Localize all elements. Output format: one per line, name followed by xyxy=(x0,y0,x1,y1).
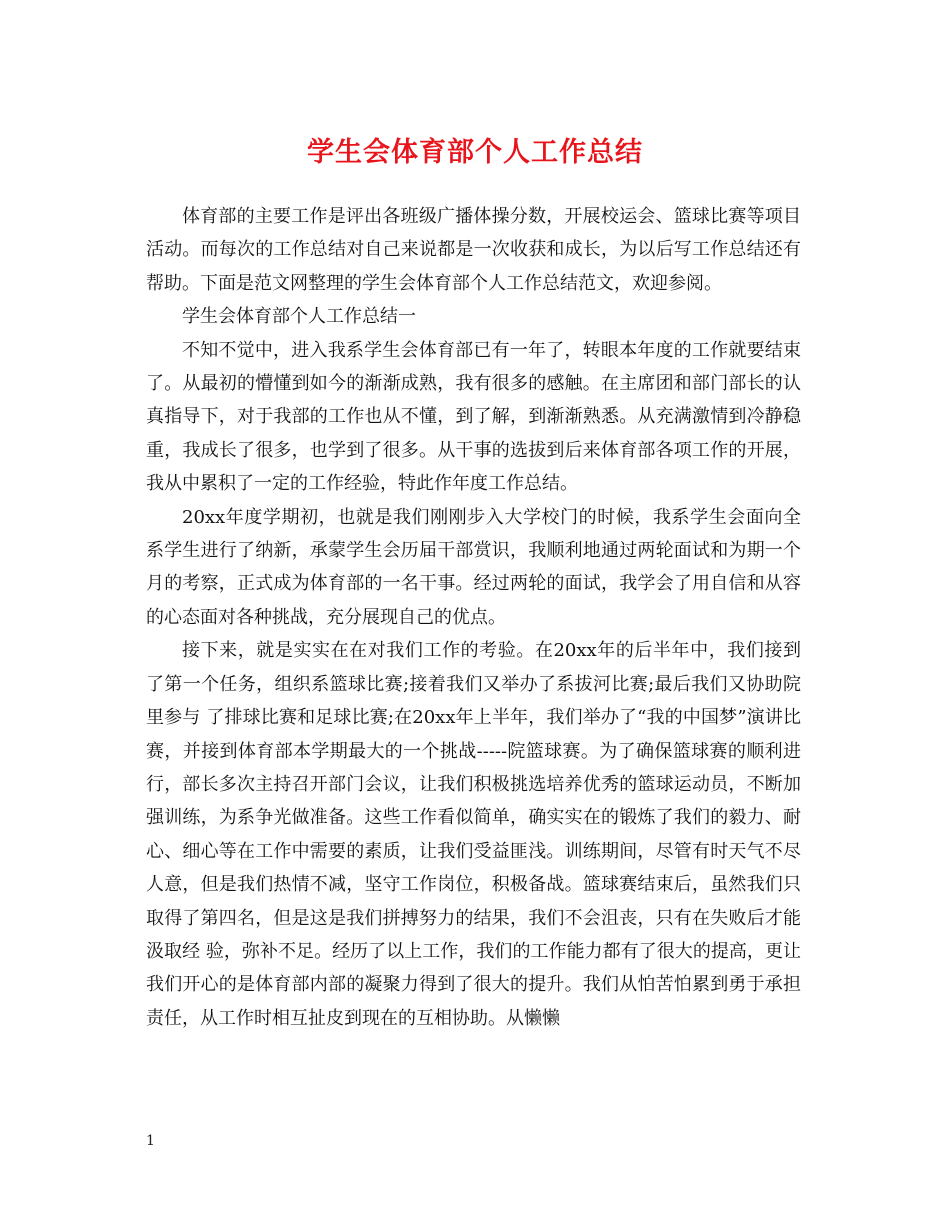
document-title: 学生会体育部个人工作总结 xyxy=(307,137,643,168)
intro-paragraph: 体育部的主要工作是评出各班级广播体操分数，开展校运会、篮球比赛等项目活动。而每次的工作总结对自己来说都是一次收获和成长，为以后写工作总结还有帮助。下面是范文网整理的学生会体育部个人工作总结范文，欢迎参阅。 xyxy=(146,206,801,294)
body-paragraph: 不知不觉中，进入我系学生会体育部已有一年了，转眼本年度的工作就要结束了。从最初的懵懂到如今的渐渐成熟，我有很多的感触。在主席团和部门部长的认真指导下，对于我部的工作也从不懂，到了解，到渐渐熟悉。从充满激情到冷静稳重，我成长了很多，也学到了很多。从干事的选拔到后来体育部各项工作的开展，我从中累积了一定的工作经验，特此作年度工作总结。 xyxy=(146,339,801,495)
body-paragraph: 20xx年度学期初，也就是我们刚刚步入大学校门的时候，我系学生会面向全系学生进行了纳新，承蒙学生会历届干部赏识，我顺利地通过两轮面试和为期一个月的考察，正式成为体育部的一名干事。经过两轮的面试，我学会了用自信和从容的心态面对各种挑战，充分展现自己的优点。 xyxy=(146,506,801,628)
page-number: 1 xyxy=(146,1133,155,1149)
body-paragraph: 接下来，就是实实在在对我们工作的考验。在20xx年的后半年中，我们接到了第一个任务，组织系篮球比赛;接着我们又举办了系拔河比赛;最后我们又协助院里参与 了排球比赛和足球比赛;在20xx年上半年，我们举办了“我的中国梦”演讲比赛，并接到体育部本学期最大的一个挑战-----院篮球赛。为了确保篮球赛的顺利进行，部长多次主持召开部门会议，让我们积极挑选培养优秀的篮球运动员，不断加强训练，为系争光做准备。这些工作看似简单，确实实在的锻炼了我们的毅力、耐心、细心等在工作中需要的素质，让我们受益匪浅。训练期间，尽管有时天气不尽人意，但是我们热情不减，坚守工作岗位，积极备战。篮球赛结束后，虽然我们只取得了第四名，但是这是我们拼搏努力的结果，我们不会沮丧，只有在失败后才能汲取经 验，弥补不足。经历了以上工作，我们的工作能力都有了很大的提高，更让我们开心的是体育部内部的凝聚力得到了很大的提升。我们从怕苦怕累到勇于承担责任，从工作时相互扯皮到现在的互相协助。从懒懒 xyxy=(146,640,801,1029)
section-heading: 学生会体育部个人工作总结一 xyxy=(182,306,416,328)
document-body xyxy=(146,200,801,1035)
